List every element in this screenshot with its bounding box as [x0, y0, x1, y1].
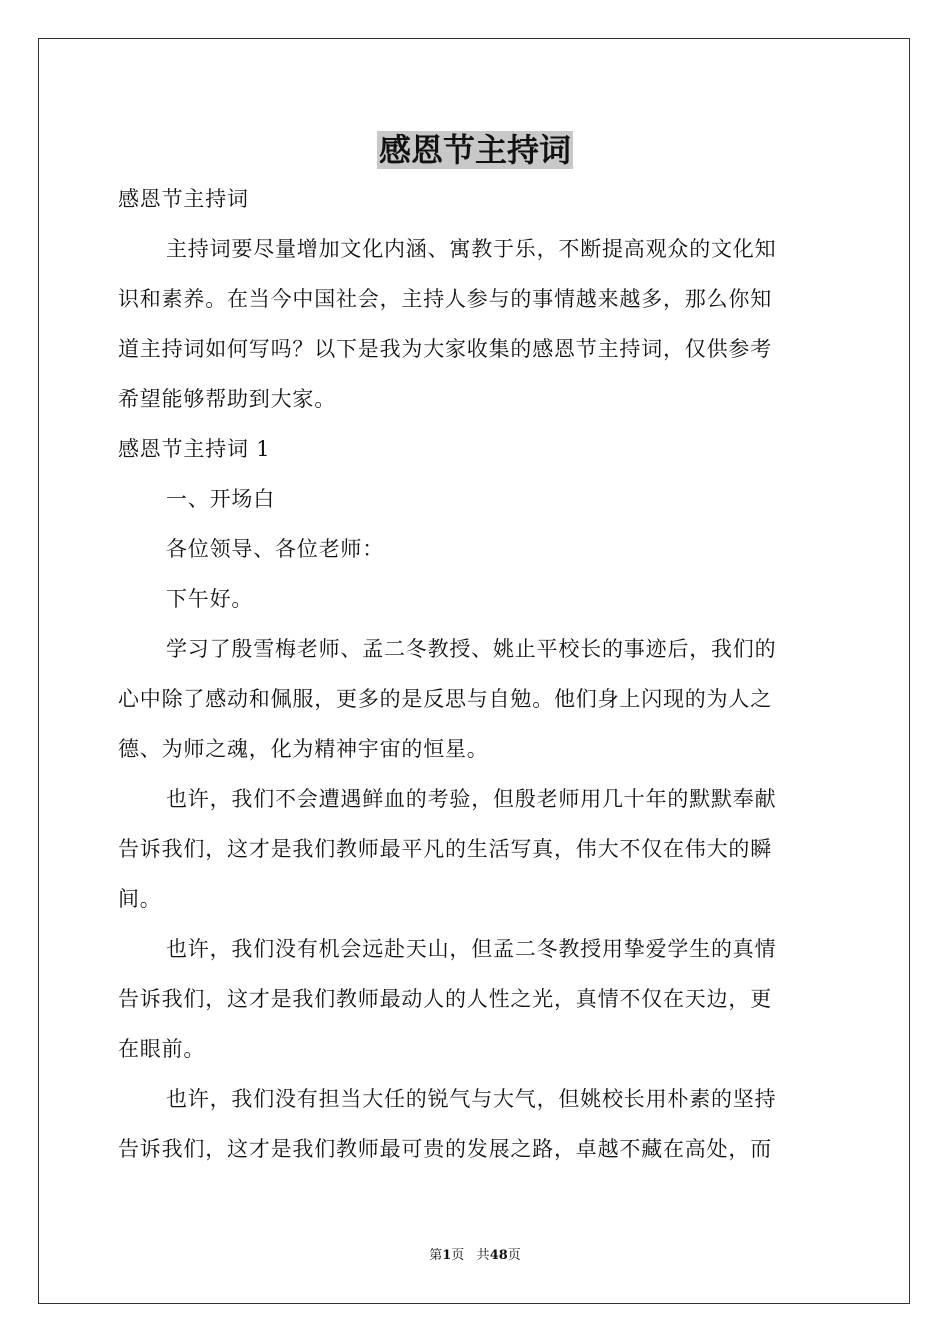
text-line: 也许，我们没有担当大任的锐气与大气，但姚校长用朴素的坚持 [166, 1087, 777, 1111]
text-line: 学习了殷雪梅老师、孟二冬教授、姚止平校长的事迹后，我们的 [166, 637, 777, 661]
text-line: 希望能够帮助到大家。 [118, 387, 336, 411]
text-line: 识和素养。在当今中国社会，主持人参与的事情越来越多，那么你知 [118, 287, 772, 311]
document-title [0, 128, 950, 172]
text-line: 德、为师之魂，化为精神宇宙的恒星。 [118, 737, 489, 761]
page-footer [0, 1247, 950, 1265]
text-line: 一、开场白 [166, 487, 275, 511]
text-line: 也许，我们没有机会远赴天山，但孟二冬教授用挚爱学生的真情 [166, 937, 777, 961]
text-line: 告诉我们，这才是我们教师最可贵的发展之路，卓越不藏在高处，而 [118, 1137, 772, 1161]
text-line: 主持词要尽量增加文化内涵、寓教于乐，不断提高观众的文化知 [166, 237, 777, 261]
text-line: 心中除了感动和佩服，更多的是反思与自勉。他们身上闪现的为人之 [118, 687, 772, 711]
text-line: 在眼前。 [118, 1037, 206, 1061]
footer-total-prefix: 共 [476, 1248, 490, 1263]
text-line: 下午好。 [166, 587, 254, 611]
footer-page-suffix: 页 [451, 1248, 465, 1263]
document-body [118, 174, 832, 1174]
text-line: 告诉我们，这才是我们教师最平凡的生活写真，伟大不仅在伟大的瞬 [118, 837, 772, 861]
text-line: 道主持词如何写吗？以下是我为大家收集的感恩节主持词，仅供参考 [118, 337, 772, 361]
text-line: 感恩节主持词 1 [118, 437, 271, 461]
footer-total-pages: 48 [489, 1248, 508, 1263]
footer-page-prefix: 第 [429, 1248, 443, 1263]
text-line: 间。 [118, 887, 162, 911]
text-line: 也许，我们不会遭遇鲜血的考验，但殷老师用几十年的默默奉献 [166, 787, 777, 811]
footer-total-suffix: 页 [507, 1248, 521, 1263]
document-title-text: 感恩节主持词 [378, 131, 571, 169]
text-line: 各位领导、各位老师： [166, 537, 384, 561]
text-line: 告诉我们，这才是我们教师最动人的人性之光，真情不仅在天边，更 [118, 987, 772, 1011]
text-line: 感恩节主持词 [118, 187, 249, 211]
footer-page-number: 1 [442, 1248, 452, 1263]
